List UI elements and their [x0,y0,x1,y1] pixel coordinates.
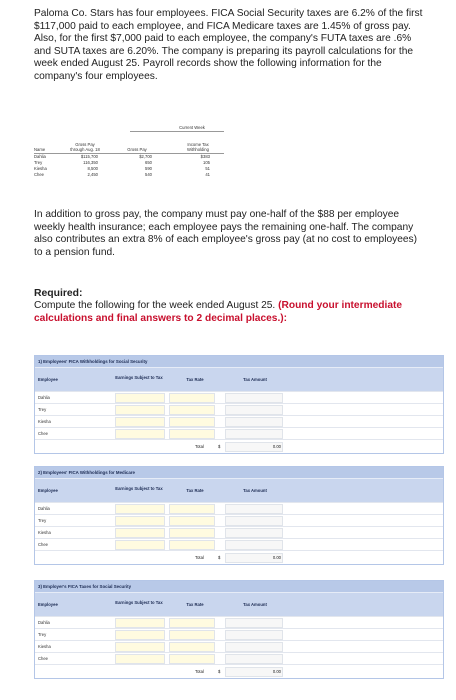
header-gross-through: Gross Pay through Aug. 18 [70,142,100,152]
table-row [35,403,443,415]
employee-name: Dahlia [38,506,50,511]
tax-amount-field [225,405,283,415]
employee-name: Chee [38,431,49,436]
tax-rate-input[interactable] [169,429,215,439]
tax-amount-field [225,618,283,628]
required-instructions [34,300,426,325]
col-tax-amount: Tax Amount [243,377,267,382]
income-tax: 51 [205,166,210,171]
col-earnings: Earnings Subject to Tax [115,375,163,380]
table-row [35,391,443,403]
tax-rate-input[interactable] [169,405,215,415]
col-tax-rate: Tax Rate [186,488,204,493]
required-heading: Required: [34,288,83,299]
table-title: 3) Employer's FICA Taxes for Social Security [35,581,443,592]
gross-through: $115,700 [80,154,98,159]
earnings-input[interactable] [115,528,165,538]
header-gross-pay: Gross Pay [127,147,147,152]
required-text: Compute the following for the week ended August 25. [34,300,276,311]
gross-through: 116,350 [83,160,98,165]
total-label: Total [195,555,204,560]
employee-name: Dahlia [34,154,46,159]
tax-rate-input[interactable] [169,393,215,403]
col-tax-amount: Tax Amount [243,488,267,493]
col-earnings: Earnings Subject to Tax [115,600,163,605]
total-value: 0.00 [272,555,281,560]
table-row [35,640,443,652]
table-row [35,538,443,550]
employee-name: Dahlia [38,620,50,625]
col-employee: Employee [38,488,58,493]
table-header [35,592,443,616]
tax-amount-field [225,654,283,664]
tax-rate-input[interactable] [169,654,215,664]
earnings-input[interactable] [115,516,165,526]
tax-amount-field [225,429,283,439]
income-tax: 41 [205,172,210,177]
earnings-input[interactable] [115,540,165,550]
table-title: 2) Employees' FICA Withholdings for Medicare [35,467,443,478]
currency-sign: $ [218,444,221,449]
earnings-input[interactable] [115,654,165,664]
tax-rate-input[interactable] [169,618,215,628]
total-row [35,550,443,564]
employee-name: Chee [38,542,49,547]
table-medicare-withholdings [34,466,444,565]
total-row [35,664,443,678]
table-row [35,415,443,427]
table-row [35,514,443,526]
earnings-input[interactable] [115,405,165,415]
employee-name: Trey [38,407,47,412]
income-tax: 105 [203,160,210,165]
tax-rate-input[interactable] [169,504,215,514]
problem-intro: Paloma Co. Stars has four employees. FICA Social Security taxes are 6.2% of the first $117,000 paid to each employee, and FICA Medicare taxes are 1.45% of gross pay. Also, for the first $7,000 paid to each employee, the company's FUTA taxes are .6% and SUTA taxes are 6.20%. The company is preparing its payroll calculations for the week ended August 25. Payroll records show the following information for the company's four employees. [34,8,423,82]
total-label: Total [195,444,204,449]
tax-rate-input[interactable] [169,540,215,550]
header-income-tax: Income Tax Withholding [187,142,209,152]
tax-rate-input[interactable] [169,630,215,640]
col-tax-rate: Tax Rate [186,602,204,607]
table-row [35,652,443,664]
table-row [35,427,443,439]
table-row [35,616,443,628]
table-header [35,478,443,502]
gross-through: 8,500 [87,166,98,171]
employee-name: Trey [38,632,47,637]
gross-pay: 650 [145,160,152,165]
tax-amount-field [225,528,283,538]
income-tax: $383 [200,154,210,159]
currency-sign: $ [218,555,221,560]
table-header [35,367,443,391]
table-ss-withholdings [34,355,444,454]
col-earnings: Earnings Subject to Tax [115,486,163,491]
earnings-input[interactable] [115,630,165,640]
earnings-input[interactable] [115,393,165,403]
table-employer-ss-taxes [34,580,444,679]
col-employee: Employee [38,377,58,382]
earnings-input[interactable] [115,504,165,514]
employee-name: Chee [34,172,45,177]
earnings-input[interactable] [115,429,165,439]
gross-pay: 590 [145,166,152,171]
tax-rate-input[interactable] [169,516,215,526]
employee-name: Kiesha [38,530,51,535]
tax-amount-field [225,630,283,640]
employee-name: Trey [34,160,43,165]
col-tax-rate: Tax Rate [186,377,204,382]
tax-amount-field [225,504,283,514]
col-tax-amount: Tax Amount [243,602,267,607]
table-row [35,526,443,538]
earnings-input[interactable] [115,642,165,652]
gross-pay: $2,700 [139,154,152,159]
current-week-label: Current Week [179,125,205,130]
tax-rate-input[interactable] [169,642,215,652]
tax-rate-input[interactable] [169,417,215,427]
col-employee: Employee [38,602,58,607]
payroll-row [34,172,224,178]
gross-pay: 540 [145,172,152,177]
earnings-input[interactable] [115,618,165,628]
employee-name: Dahlia [38,395,50,400]
additional-info: In addition to gross pay, the company must pay one-half of the $88 per employee weekly health insurance; each employee pays the remaining one-half. The company also contributes an extra 8% of each employee's gross pay (at no cost to employees) to a pension fund. [34,209,418,258]
table-row [35,502,443,514]
tax-amount-field [225,516,283,526]
tax-amount-field [225,642,283,652]
table-row [35,628,443,640]
employee-name: Kiesha [34,166,47,171]
gross-through: 2,450 [87,172,98,177]
table-title: 1) Employees' FICA Withholdings for Social Security [35,356,443,367]
employee-name: Chee [38,656,49,661]
employee-name: Kiesha [38,644,51,649]
tax-amount-field [225,540,283,550]
earnings-input[interactable] [115,417,165,427]
total-value: 0.00 [272,444,281,449]
tax-amount-field [225,417,283,427]
tax-amount-field [225,393,283,403]
currency-sign: $ [218,669,221,674]
tax-rate-input[interactable] [169,528,215,538]
total-row [35,439,443,453]
current-week-rule [130,131,224,132]
total-label: Total [195,669,204,674]
total-value: 0.00 [272,669,281,674]
rounding-note: (Round your intermediate calculations and final answers to 2 decimal places.): [34,300,403,324]
employee-name: Trey [38,518,47,523]
employee-name: Kiesha [38,419,51,424]
header-name: Name [34,147,46,152]
